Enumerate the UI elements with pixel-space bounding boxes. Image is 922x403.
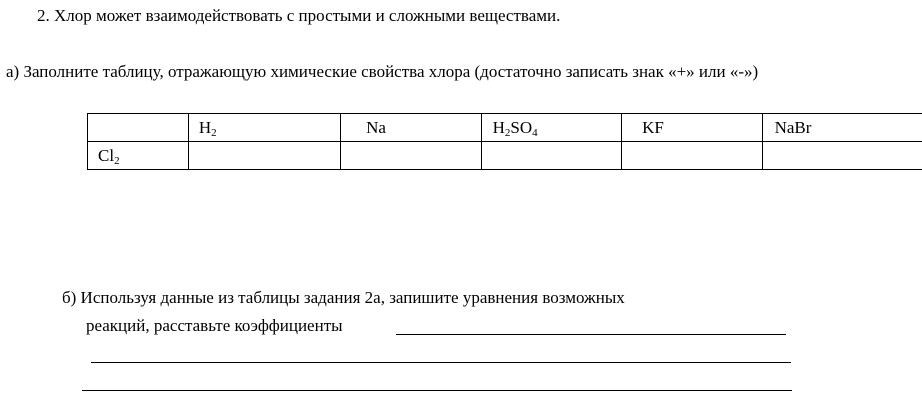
- answer-cell-kf[interactable]: [622, 142, 763, 170]
- answer-cell-na[interactable]: [341, 142, 482, 170]
- answer-cell-h2[interactable]: [188, 142, 340, 170]
- part-b-instruction-line1: б) Используя данные из таблицы задания 2а, запишите уравнения возможных: [62, 288, 625, 307]
- column-header-h2: $H_2$: [188, 114, 340, 142]
- answer-blank-line-2[interactable]: [91, 362, 791, 363]
- chlorine-properties-table: [87, 113, 922, 170]
- answer-blank-line-3[interactable]: [82, 390, 792, 391]
- answer-cell-h2so4[interactable]: [481, 142, 622, 170]
- part-b-instruction-line2: реакций, расставьте коэффициенты: [86, 316, 343, 335]
- table-header-row: [88, 114, 922, 142]
- answer-cell-nabr[interactable]: [762, 142, 922, 170]
- row-label-cl2: $Cl_2$: [88, 142, 189, 170]
- table-corner-cell: [88, 114, 189, 142]
- column-header-h2so4: $H_2SO_4$: [481, 114, 622, 142]
- table-row-cl2: [88, 142, 922, 170]
- column-header-nabr: NaBr: [762, 114, 922, 142]
- part-a-instruction: а) Заполните таблицу, отражающую химические свойства хлора (достаточно записать знак «+» или «-»): [6, 62, 759, 81]
- column-header-na: Na: [341, 114, 482, 142]
- column-header-kf: KF: [622, 114, 763, 142]
- task-title: 2. Хлор может взаимодействовать с простыми и сложными веществами.: [37, 6, 561, 25]
- answer-blank-line-1[interactable]: [396, 334, 786, 335]
